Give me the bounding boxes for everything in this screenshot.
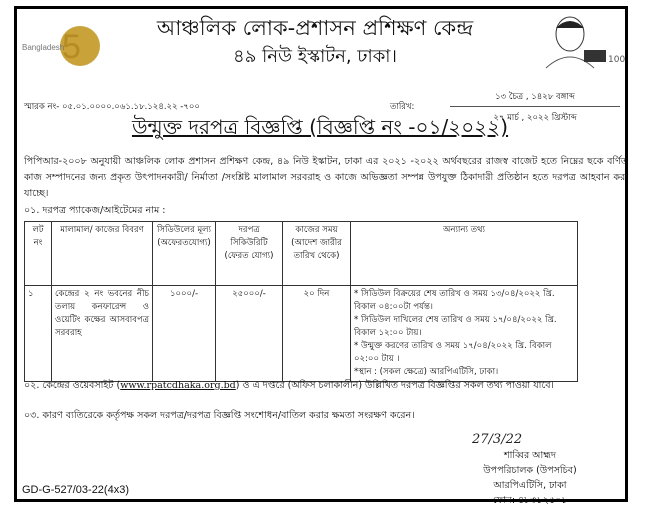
section-3: ০৩. কারণ ব্যতিরেকে কর্তৃপক্ষ সকল দরপত্র/দরপত্র বিজ্ঞপ্তি সংশোধন/বাতিল করার ক্ষমতা সংরক্ষণ করেন। (24, 410, 415, 421)
signatory-name: শাব্বির আহ্মদ (504, 450, 556, 461)
memo-number: স্মারক নং- ০৫.০১.০০০০.০৬১.১৮.১২৪.২২ -৭০০ (24, 102, 200, 112)
date-bangla: ১৩ চৈত্র , ১৪২৮ বঙ্গাব্দ (495, 92, 575, 102)
cell-other-info (351, 286, 578, 382)
date-english: ২৭ মার্চ , ২০২২ খ্রিস্টাব্দ (493, 113, 577, 123)
table-row (25, 286, 578, 382)
section-2 (24, 378, 628, 393)
section-2-text: ০২. কেন্দ্রের ওয়েবসাইট ( (24, 380, 121, 391)
col-duration: কাজের সময় (আদেশ জারীর তারিখ থেকে) (283, 222, 351, 286)
gd-code: GD-G-527/03-22(4x3) (22, 484, 129, 496)
signatory-office: আরপিএটিসি, ঢাকা (493, 480, 567, 491)
signatory-phone: ফোন: ৪৮৩১২৫০১ (492, 495, 568, 506)
table-header-row (25, 222, 578, 286)
date-label: তারিখ: (390, 102, 415, 112)
col-schedule-price: সিডিউলের মূল্য (অফেরতযোগ্য) (153, 222, 216, 286)
signature-block (450, 448, 610, 508)
cell-description: কেন্দ্রের ২ নং ভবনের নীচ তলায় কনফারেন্স ও ওয়েটিং কক্ষের আসবাবপত্র সরবরাহ (52, 286, 153, 382)
svg-text:5: 5 (62, 28, 81, 66)
info-line: * উন্মুক্ত করণের তারিখ ও সময় ১৭/০৪/২০২২ খ্রি. বিকাল ০২:০০ টায় । (354, 341, 552, 364)
org-address: ৪৯ নিউ ইস্কাটন, ঢাকা। (233, 46, 397, 67)
svg-text:100: 100 (608, 55, 626, 65)
col-other-info: অন্যান্য তথ্য (351, 222, 578, 286)
section-1-heading: ০১. দরপত্র প্যাকেজ/আইটেমের নাম : (24, 205, 166, 216)
cell-security: ২৫০০০/- (216, 286, 283, 382)
cell-lot: ১ (25, 286, 52, 382)
cell-schedule-price: ১০০০/- (153, 286, 216, 382)
info-line: * সিডিউল বিক্রয়ের শেষ তারিখ ও সময় ১৩/০৪/২০২২ খ্রি. বিকাল ০৪:০০টা পর্যন্ত। (354, 289, 555, 312)
info-line: * সিডিউল দাখিলের শেষ তারিখ ও সময় ১৭/০৪/২০২২ খ্রি. বিকাল ১২:০০ টায়। (354, 315, 557, 338)
svg-text:Bangladesh: Bangladesh (22, 43, 65, 52)
tender-table (24, 221, 578, 382)
signatory-designation: উপপরিচালক (উপসচিব) (483, 465, 577, 476)
intro-paragraph: পিপিআর-২০০৮ অনুযায়ী আঞ্চলিক লোক প্রশাসন প্রশিক্ষণ কেন্দ্র, ৪৯ নিউ ইস্কাটন, ঢাকা এর ২০২১ -২০২২ অর্থবছরের রাজস্ব বাজেট হতে নিম্নের ছকে বর্ণিত কাজ সম্পাদনের জন্য প্রকৃত উৎপাদনকারী/ নির্মাতা /সংশ্লিষ্ট মালামাল সরবরাহ ও কাজে অভিজ্ঞতা সম্পন্ন উপযুক্ত ঠিকাদারী প্রতিষ্ঠান হতে দরপত্র আহবান করা যাচ্ছে। (24, 156, 628, 199)
date-divider (450, 106, 620, 109)
notice-title: উন্মুক্ত দরপত্র বিজ্ঞপ্তি (বিজ্ঞপ্তি নং -০১/২০২২) (131, 115, 509, 139)
info-line: *স্থান : (সকল ক্ষেত্রে) আরপিএটিসি, ঢাকা। (354, 367, 499, 377)
col-description: মালামাল/ কাজের বিবরণ (52, 222, 153, 286)
section-2-text-end: ) ও এ দপ্তরে (অফিস চলাকালীন) উল্লিখিত দরপত্র বিজ্ঞপ্তির সকল তথ্য পাওয়া যাবে। (235, 380, 554, 391)
mujib-100-logo (540, 10, 626, 72)
org-name: আঞ্চলিক লোক-প্রশাসন প্রশিক্ষণ কেন্দ্র (156, 16, 474, 40)
cell-duration: ২০ দিন (283, 286, 351, 382)
handwritten-signature: 27/3/22 (472, 432, 523, 447)
bangladesh-50-logo (22, 14, 102, 70)
website-link[interactable]: www.rpatcdhaka.org.bd (120, 380, 236, 391)
col-lot: লট নং (25, 222, 52, 286)
col-security: দরপত্র সিকিউরিটি (ফেরত যোগ্য) (216, 222, 283, 286)
